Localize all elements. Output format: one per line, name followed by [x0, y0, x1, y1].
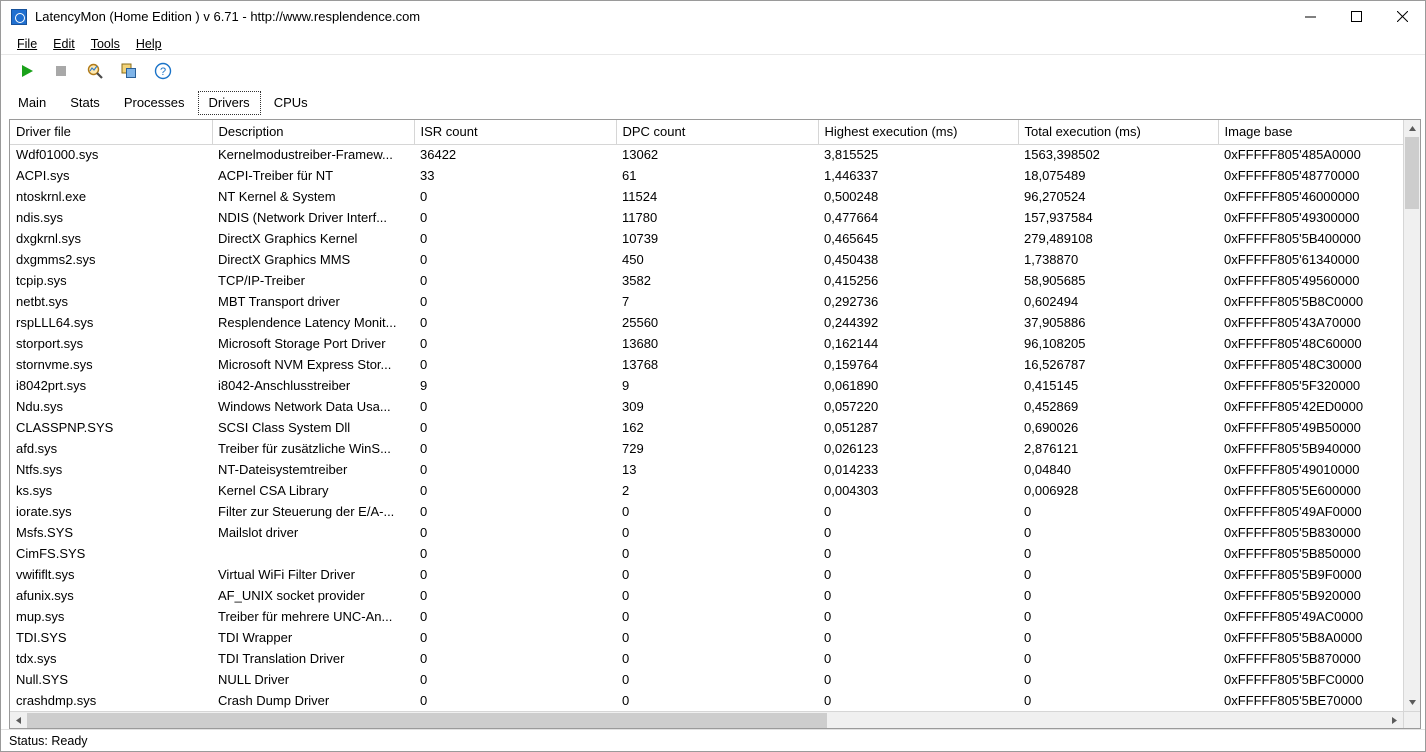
cell-driver-file: ks.sys — [16, 483, 53, 498]
magnifier-icon — [86, 62, 104, 83]
cell-driver-file: storport.sys — [16, 336, 84, 351]
cell-highest-execution: 0,415256 — [824, 273, 879, 288]
column-header-description[interactable]: Description — [212, 120, 414, 145]
cell-isr-count: 0 — [420, 672, 428, 687]
scroll-down-button[interactable] — [1404, 694, 1421, 711]
cell-total-execution: 0,415145 — [1024, 378, 1079, 393]
cell-driver-file: rspLLL64.sys — [16, 315, 94, 330]
cell-highest-execution: 0,026123 — [824, 441, 879, 456]
column-header-isr-count[interactable]: ISR count — [414, 120, 616, 145]
cell-image-base: 0xFFFFF805'5B920000 — [1224, 588, 1361, 603]
cell-driver-file: CLASSPNP.SYS — [16, 420, 114, 435]
cell-dpc-count: 7 — [622, 294, 630, 309]
cell-driver-file: Ndu.sys — [16, 399, 63, 414]
cell-image-base: 0xFFFFF805'5F320000 — [1224, 378, 1361, 393]
tab-bar — [1, 89, 1425, 115]
cell-total-execution: 0,602494 — [1024, 294, 1079, 309]
cell-description: Treiber für mehrere UNC-An... — [218, 609, 393, 624]
copy-button[interactable] — [115, 59, 143, 85]
cell-image-base: 0xFFFFF805'5B8A0000 — [1224, 630, 1363, 645]
cell-highest-execution: 0 — [824, 651, 832, 666]
cell-total-execution: 0 — [1024, 588, 1032, 603]
cell-dpc-count: 13680 — [622, 336, 659, 351]
cell-isr-count: 9 — [420, 378, 428, 393]
tab-drivers-label: Drivers — [208, 95, 250, 110]
horizontal-scroll-thumb[interactable] — [27, 713, 827, 728]
horizontal-scroll-track[interactable] — [27, 712, 1386, 729]
cell-driver-file: Null.SYS — [16, 672, 69, 687]
tab-main[interactable] — [7, 91, 57, 115]
menu-tools[interactable] — [83, 35, 128, 53]
table-row[interactable] — [10, 355, 1403, 376]
cell-description: Filter zur Steuerung der E/A-... — [218, 504, 395, 519]
cell-description: TDI Wrapper — [218, 630, 293, 645]
stop-button[interactable] — [47, 59, 75, 85]
table-row[interactable] — [10, 397, 1403, 418]
cell-description: Windows Network Data Usa... — [218, 399, 391, 414]
cell-description: DirectX Graphics MMS — [218, 252, 351, 267]
cell-dpc-count: 11524 — [622, 189, 658, 204]
table-row[interactable] — [10, 166, 1403, 187]
cell-isr-count: 0 — [420, 483, 428, 498]
cell-driver-file: mup.sys — [16, 609, 65, 624]
cell-highest-execution: 0,465645 — [824, 231, 879, 246]
cell-total-execution: 279,489108 — [1024, 231, 1093, 246]
table-row[interactable] — [10, 628, 1403, 649]
cell-dpc-count: 162 — [622, 420, 644, 435]
cell-isr-count: 0 — [420, 588, 428, 603]
cell-image-base: 0xFFFFF805'48770000 — [1224, 168, 1360, 183]
cell-description: TCP/IP-Treiber — [218, 273, 305, 288]
menu-help-label: Help — [135, 36, 162, 51]
play-icon — [19, 63, 35, 82]
cell-driver-file: tcpip.sys — [16, 273, 67, 288]
column-header-driver-file[interactable]: Driver file — [10, 120, 212, 145]
maximize-button[interactable] — [1333, 1, 1379, 32]
cell-description: TDI Translation Driver — [218, 651, 345, 666]
cell-description: Mailslot driver — [218, 525, 299, 540]
scroll-left-button[interactable] — [10, 712, 27, 729]
cell-driver-file: CimFS.SYS — [16, 546, 86, 561]
menu-help[interactable] — [128, 35, 170, 53]
cell-image-base: 0xFFFFF805'485A0000 — [1224, 147, 1361, 163]
cell-description: Virtual WiFi Filter Driver — [218, 567, 355, 582]
cell-isr-count: 0 — [420, 462, 428, 477]
cell-image-base: 0xFFFFF805'5B830000 — [1224, 525, 1361, 540]
cell-isr-count: 0 — [420, 231, 428, 246]
cell-driver-file: dxgkrnl.sys — [16, 231, 82, 246]
status-bar — [1, 729, 1425, 751]
vertical-scroll-thumb[interactable] — [1405, 137, 1419, 209]
menu-file-label: File — [17, 36, 38, 51]
cell-highest-execution: 0,477664 — [824, 210, 879, 225]
tab-cpus[interactable] — [263, 91, 319, 115]
drivers-table — [10, 120, 1403, 711]
latencymon-icon — [11, 9, 27, 25]
cell-description: Treiber für zusätzliche WinS... — [218, 441, 391, 456]
cell-dpc-count: 61 — [622, 168, 637, 183]
cell-image-base: 0xFFFFF805'46000000 — [1224, 189, 1360, 204]
cell-image-base: 0xFFFFF805'5B850000 — [1224, 546, 1361, 561]
table-row[interactable] — [10, 439, 1403, 460]
cell-isr-count: 0 — [420, 693, 428, 708]
cell-dpc-count: 0 — [622, 630, 630, 645]
cell-total-execution: 0,006928 — [1024, 483, 1079, 498]
cell-highest-execution: 0 — [824, 672, 832, 687]
cell-image-base: 0xFFFFF805'49560000 — [1224, 273, 1360, 288]
cell-description: MBT Transport driver — [218, 294, 340, 309]
cell-total-execution: 0 — [1024, 651, 1032, 666]
cell-total-execution: 0 — [1024, 525, 1032, 540]
menu-edit-label: Edit — [53, 36, 75, 51]
table-header-row — [10, 120, 1403, 145]
cell-isr-count: 0 — [420, 546, 428, 561]
menu-edit[interactable] — [45, 35, 83, 53]
cell-description: Microsoft Storage Port Driver — [218, 336, 386, 351]
cell-isr-count: 0 — [420, 651, 428, 666]
cell-total-execution: 0 — [1024, 504, 1032, 519]
table-row[interactable] — [10, 187, 1403, 208]
cell-description: NULL Driver — [218, 672, 290, 687]
cell-dpc-count: 450 — [622, 252, 644, 267]
cell-total-execution: 0,690026 — [1024, 420, 1079, 435]
table-row[interactable] — [10, 460, 1403, 481]
cell-total-execution: 37,905886 — [1024, 315, 1086, 330]
menu-bar — [1, 33, 1425, 55]
cell-total-execution: 0 — [1024, 567, 1032, 582]
vertical-scroll-track[interactable] — [1404, 137, 1420, 694]
table-row[interactable] — [10, 208, 1403, 229]
cell-total-execution: 58,905685 — [1024, 273, 1086, 288]
cell-highest-execution: 3,815525 — [824, 147, 879, 163]
cell-highest-execution: 0,159764 — [824, 357, 879, 372]
cell-image-base: 0xFFFFF805'5B9F0000 — [1224, 567, 1362, 582]
tab-stats[interactable] — [59, 91, 111, 115]
cell-dpc-count: 0 — [622, 609, 630, 624]
report-button[interactable] — [81, 59, 109, 85]
cell-total-execution: 0,04840 — [1024, 462, 1071, 477]
cell-total-execution: 0 — [1024, 630, 1032, 645]
table-row[interactable] — [10, 292, 1403, 313]
cell-isr-count: 0 — [420, 567, 428, 582]
cell-isr-count: 0 — [420, 525, 428, 540]
cell-image-base: 0xFFFFF805'49AF0000 — [1224, 504, 1362, 519]
table-row[interactable] — [10, 271, 1403, 292]
cell-description: Kernel CSA Library — [218, 483, 329, 498]
cell-isr-count: 0 — [420, 609, 428, 624]
scroll-right-button[interactable] — [1386, 712, 1403, 729]
cell-highest-execution: 0,162144 — [824, 336, 879, 351]
svg-text:?: ? — [159, 65, 167, 78]
cell-isr-count: 0 — [420, 294, 428, 309]
cell-driver-file: ndis.sys — [16, 210, 63, 225]
cell-dpc-count: 309 — [622, 399, 644, 414]
cell-isr-count: 0 — [420, 273, 428, 288]
stop-icon — [53, 63, 69, 82]
question-icon — [154, 62, 172, 83]
toolbar — [1, 55, 1425, 89]
table-header — [10, 120, 1403, 145]
cell-description: SCSI Class System Dll — [218, 420, 351, 435]
cell-dpc-count: 10739 — [622, 231, 659, 246]
cell-image-base: 0xFFFFF805'49300000 — [1224, 210, 1360, 225]
table-body — [10, 145, 1403, 712]
cell-highest-execution: 0 — [824, 504, 832, 519]
cell-highest-execution: 0,061890 — [824, 378, 879, 393]
cell-dpc-count: 0 — [622, 588, 630, 603]
cell-dpc-count: 0 — [622, 672, 630, 687]
cell-driver-file: iorate.sys — [16, 504, 72, 519]
minimize-button[interactable] — [1287, 1, 1333, 32]
cell-dpc-count: 0 — [622, 567, 630, 582]
cell-driver-file: crashdmp.sys — [16, 693, 97, 708]
cell-total-execution: 0 — [1024, 546, 1032, 561]
cell-highest-execution: 0,004303 — [824, 483, 879, 498]
column-header-dpc-count[interactable]: DPC count — [616, 120, 818, 145]
cell-description: AF_UNIX socket provider — [218, 588, 365, 603]
cell-image-base: 0xFFFFF805'5E600000 — [1224, 483, 1361, 498]
cell-total-execution: 157,937584 — [1024, 210, 1093, 225]
cell-dpc-count: 0 — [622, 651, 630, 666]
cell-isr-count: 0 — [420, 315, 428, 330]
cell-image-base: 0xFFFFF805'5B940000 — [1224, 441, 1361, 456]
cell-total-execution: 1563,398502 — [1024, 147, 1100, 163]
cell-dpc-count: 0 — [622, 525, 630, 540]
table-row[interactable] — [10, 649, 1403, 670]
cell-isr-count: 0 — [420, 210, 428, 225]
cell-driver-file: TDI.SYS — [16, 630, 67, 645]
table-row[interactable] — [10, 145, 1403, 166]
cell-dpc-count: 2 — [622, 483, 630, 498]
cell-driver-file: afd.sys — [16, 441, 58, 456]
cell-description: Kernelmodustreiber-Framew... — [218, 147, 393, 163]
cell-isr-count: 0 — [420, 336, 428, 351]
table-row[interactable] — [10, 607, 1403, 628]
cell-highest-execution: 0 — [824, 693, 832, 708]
scrollbar-corner — [1403, 711, 1420, 728]
table-row[interactable] — [10, 481, 1403, 502]
cell-dpc-count: 9 — [622, 378, 630, 393]
scroll-up-button[interactable] — [1404, 120, 1421, 137]
cell-highest-execution: 0 — [824, 546, 832, 561]
cell-highest-execution: 0 — [824, 525, 832, 540]
cell-dpc-count: 0 — [622, 693, 630, 708]
cell-highest-execution: 0,450438 — [824, 252, 879, 267]
cell-total-execution: 18,075489 — [1024, 168, 1086, 183]
table-row[interactable] — [10, 565, 1403, 586]
cell-driver-file: ntoskrnl.exe — [16, 189, 87, 204]
cell-image-base: 0xFFFFF805'5BE70000 — [1224, 693, 1363, 708]
cell-isr-count: 36422 — [420, 147, 457, 163]
cell-total-execution: 96,270524 — [1024, 189, 1086, 204]
cell-driver-file: i8042prt.sys — [16, 378, 87, 393]
cell-image-base: 0xFFFFF805'61340000 — [1224, 252, 1360, 267]
table-row[interactable] — [10, 670, 1403, 691]
cell-isr-count: 0 — [420, 441, 428, 456]
cell-description: DirectX Graphics Kernel — [218, 231, 358, 246]
cell-isr-count: 0 — [420, 504, 428, 519]
cell-image-base: 0xFFFFF805'5B870000 — [1224, 651, 1361, 666]
close-button[interactable] — [1379, 1, 1425, 32]
cell-dpc-count: 3582 — [622, 273, 651, 288]
table-row[interactable] — [10, 691, 1403, 712]
cell-dpc-count: 25560 — [622, 315, 659, 330]
cell-dpc-count: 0 — [622, 546, 630, 561]
column-header-image-base[interactable]: Image base — [1218, 120, 1403, 145]
tab-processes-label: Processes — [123, 95, 185, 110]
table-row[interactable] — [10, 502, 1403, 523]
cell-total-execution: 2,876121 — [1024, 441, 1079, 456]
cell-isr-count: 0 — [420, 189, 428, 204]
cell-highest-execution: 1,446337 — [824, 168, 879, 183]
cell-description: NT Kernel & System — [218, 189, 336, 204]
cell-highest-execution: 0,057220 — [824, 399, 879, 414]
cell-image-base: 0xFFFFF805'5B400000 — [1224, 231, 1361, 246]
cell-description: NT-Dateisystemtreiber — [218, 462, 348, 477]
cell-highest-execution: 0 — [824, 588, 832, 603]
table-row[interactable] — [10, 523, 1403, 544]
cell-driver-file: ACPI.sys — [16, 168, 70, 183]
help-button[interactable] — [149, 59, 177, 85]
table-row[interactable] — [10, 418, 1403, 439]
cell-driver-file: Msfs.SYS — [16, 525, 74, 540]
cell-isr-count: 0 — [420, 420, 428, 435]
table-row[interactable] — [10, 229, 1403, 250]
vertical-scrollbar[interactable] — [1403, 120, 1420, 711]
menu-tools-label: Tools — [90, 36, 120, 51]
cell-dpc-count: 13 — [622, 462, 637, 477]
cell-total-execution: 0 — [1024, 672, 1032, 687]
cell-isr-count: 0 — [420, 399, 428, 414]
cell-highest-execution: 0,051287 — [824, 420, 879, 435]
cell-driver-file: tdx.sys — [16, 651, 57, 666]
cell-description: NDIS (Network Driver Interf... — [218, 210, 388, 225]
cell-isr-count: 0 — [420, 357, 428, 372]
cell-image-base: 0xFFFFF805'5B8C0000 — [1224, 294, 1364, 309]
cell-total-execution: 96,108205 — [1024, 336, 1086, 351]
drivers-grid — [9, 119, 1421, 729]
cell-description: i8042-Anschlusstreiber — [218, 378, 351, 393]
cell-total-execution: 0 — [1024, 609, 1032, 624]
cell-highest-execution: 0,500248 — [824, 189, 879, 204]
horizontal-scrollbar[interactable] — [10, 711, 1403, 728]
cell-total-execution: 0,452869 — [1024, 399, 1079, 414]
cell-driver-file: afunix.sys — [16, 588, 74, 603]
cell-image-base: 0xFFFFF805'48C30000 — [1224, 357, 1362, 372]
cell-description: Resplendence Latency Monit... — [218, 315, 397, 330]
cell-image-base: 0xFFFFF805'48C60000 — [1224, 336, 1362, 351]
cell-highest-execution: 0 — [824, 567, 832, 582]
cell-driver-file: Wdf01000.sys — [16, 147, 99, 163]
copy-icon — [120, 62, 138, 83]
tab-main-label: Main — [18, 95, 47, 110]
cell-image-base: 0xFFFFF805'49B50000 — [1224, 420, 1361, 435]
cell-isr-count: 33 — [420, 168, 435, 183]
status-text: Status: Ready — [9, 733, 88, 748]
table-row[interactable] — [10, 586, 1403, 607]
cell-description: ACPI-Treiber für NT — [218, 168, 334, 183]
cell-highest-execution: 0,244392 — [824, 315, 879, 330]
column-header-highest-execution[interactable]: Highest execution (ms) — [818, 120, 1018, 145]
cell-isr-count: 0 — [420, 252, 428, 267]
cell-total-execution: 0 — [1024, 693, 1032, 708]
tab-cpus-label: CPUs — [273, 95, 308, 110]
cell-driver-file: netbt.sys — [16, 294, 69, 309]
cell-driver-file: Ntfs.sys — [16, 462, 63, 477]
cell-image-base: 0xFFFFF805'49AC0000 — [1224, 609, 1364, 624]
cell-dpc-count: 13062 — [622, 147, 659, 163]
cell-image-base: 0xFFFFF805'49010000 — [1224, 462, 1360, 477]
cell-driver-file: dxgmms2.sys — [16, 252, 96, 267]
cell-image-base: 0xFFFFF805'5BFC0000 — [1224, 672, 1364, 687]
cell-description — [212, 544, 414, 565]
cell-total-execution: 16,526787 — [1024, 357, 1086, 372]
cell-dpc-count: 13768 — [622, 357, 659, 372]
cell-highest-execution: 0 — [824, 609, 832, 624]
table-row[interactable] — [10, 544, 1403, 565]
cell-dpc-count: 729 — [622, 441, 644, 456]
tab-drivers[interactable] — [198, 91, 261, 115]
cell-highest-execution: 0,014233 — [824, 462, 879, 477]
cell-driver-file: vwififlt.sys — [16, 567, 75, 582]
start-button[interactable] — [13, 59, 41, 85]
cell-image-base: 0xFFFFF805'42ED0000 — [1224, 399, 1364, 414]
cell-image-base: 0xFFFFF805'43A70000 — [1224, 315, 1361, 330]
cell-driver-file: stornvme.sys — [16, 357, 93, 372]
table-row[interactable] — [10, 376, 1403, 397]
column-header-total-execution[interactable]: Total execution (ms) — [1018, 120, 1218, 145]
menu-file[interactable] — [9, 35, 45, 53]
cell-description: Crash Dump Driver — [218, 693, 330, 708]
cell-highest-execution: 0,292736 — [824, 294, 879, 309]
table-row[interactable] — [10, 313, 1403, 334]
tab-stats-label: Stats — [70, 95, 100, 110]
cell-isr-count: 0 — [420, 630, 428, 645]
table-row[interactable] — [10, 250, 1403, 271]
window-title: LatencyMon (Home Edition ) v 6.71 - http://www.resplendence.com — [35, 9, 421, 24]
cell-description: Microsoft NVM Express Stor... — [218, 357, 392, 372]
tab-processes[interactable] — [113, 91, 196, 115]
cell-dpc-count: 0 — [622, 504, 630, 519]
cell-total-execution: 1,738870 — [1024, 252, 1079, 267]
cell-dpc-count: 11780 — [622, 210, 658, 225]
table-row[interactable] — [10, 334, 1403, 355]
cell-highest-execution: 0 — [824, 630, 832, 645]
title-bar — [1, 1, 1425, 33]
